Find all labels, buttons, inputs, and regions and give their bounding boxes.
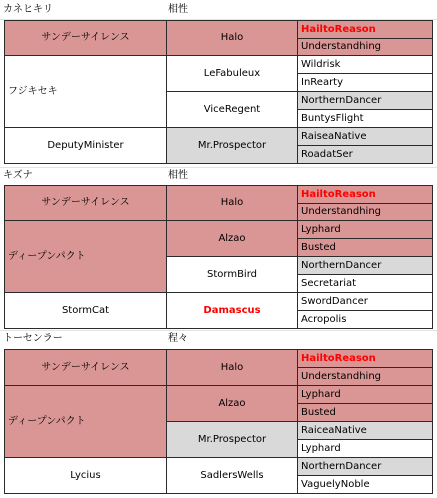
section-2-dam[interactable]: ディープンパクト [4,220,167,293]
section-2-sire[interactable]: サンデーサイレンス [4,185,167,221]
section-2-broodmare-sire[interactable]: StormCat [4,292,167,329]
section-3-gen3-5[interactable]: RaiceaNative [297,421,433,440]
section-1-gen3-7[interactable]: RaiseaNative [297,127,433,146]
section-2-gen3-3[interactable]: Lyphard [297,220,433,239]
section-2-gen3-6[interactable]: Secretariat [297,274,433,293]
section-1-gen3-6[interactable]: BuntysFlight [297,109,433,128]
section-2-gen3-7[interactable]: SwordDancer [297,292,433,311]
section-2-dam-sire-2[interactable]: StormBird [166,256,298,293]
section-2-horse-name[interactable]: キズナ [3,170,33,181]
section-3-gen3-7[interactable]: NorthernDancer [297,457,433,476]
section-1-rating[interactable]: 相性 [168,4,188,15]
section-2-gen3-2[interactable]: Understandhing [297,203,433,221]
section-1-dam[interactable]: フジキセキ [4,55,167,128]
section-1-gen3-8[interactable]: RoadatSer [297,145,433,164]
section-3-sire-sire[interactable]: Halo [166,349,298,386]
section-2-gen3-4[interactable]: Busted [297,238,433,257]
section-1-broodmare-sire[interactable]: DeputyMinister [4,127,167,164]
section-2-gen3-5[interactable]: NorthernDancer [297,256,433,275]
section-1-dam-sire[interactable]: LeFabuleux [166,55,298,92]
section-3-gen3-3[interactable]: Lyphard [297,385,433,404]
section-1-dam-sire-3[interactable]: Mr.Prospector [166,127,298,164]
section-2-dam-sire-3[interactable]: Damascus [166,292,298,329]
section-3-dam-sire-3[interactable]: SadlersWells [166,457,298,494]
section-3-broodmare-sire[interactable]: Lycius [4,457,167,494]
section-2-rating[interactable]: 相性 [168,170,188,181]
section-3-gen3-8[interactable]: VaguelyNoble [297,475,433,494]
section-2-gen3-8[interactable]: Acropolis [297,310,433,329]
section-2-dam-sire[interactable]: Alzao [166,220,298,257]
section-3-dam-sire-2[interactable]: Mr.Prospector [166,421,298,458]
section-2-gen3-1[interactable]: HailtoReason [297,185,433,204]
section-3-dam-sire[interactable]: Alzao [166,385,298,422]
section-1-gen3-2[interactable]: Understandhing [297,38,433,56]
section-3-sire[interactable]: サンデーサイレンス [4,349,167,386]
section-1-dam-sire-2[interactable]: ViceRegent [166,91,298,128]
section-3-gen3-4[interactable]: Busted [297,403,433,422]
section-3-gen3-1[interactable]: HailtoReason [297,349,433,368]
section-3-gen3-6[interactable]: Lyphard [297,439,433,458]
section-1-horse-name[interactable]: カネヒキリ [3,4,53,15]
section-3-gen3-2[interactable]: Understandhing [297,367,433,386]
section-1-gen3-3[interactable]: Wildrisk [297,55,433,74]
section-1-sire-sire[interactable]: Halo [166,20,298,56]
section-2-sire-sire[interactable]: Halo [166,185,298,221]
section-1-sire[interactable]: サンデーサイレンス [4,20,167,56]
section-1-gen3-4[interactable]: InRearty [297,73,433,92]
section-3-dam[interactable]: ディープンパクト [4,385,167,458]
section-3-horse-name[interactable]: トーセンラー [3,333,63,344]
section-1-gen3-5[interactable]: NorthernDancer [297,91,433,110]
section-3-rating[interactable]: 程々 [168,333,188,344]
section-1-gen3-1[interactable]: HailtoReason [297,20,433,39]
